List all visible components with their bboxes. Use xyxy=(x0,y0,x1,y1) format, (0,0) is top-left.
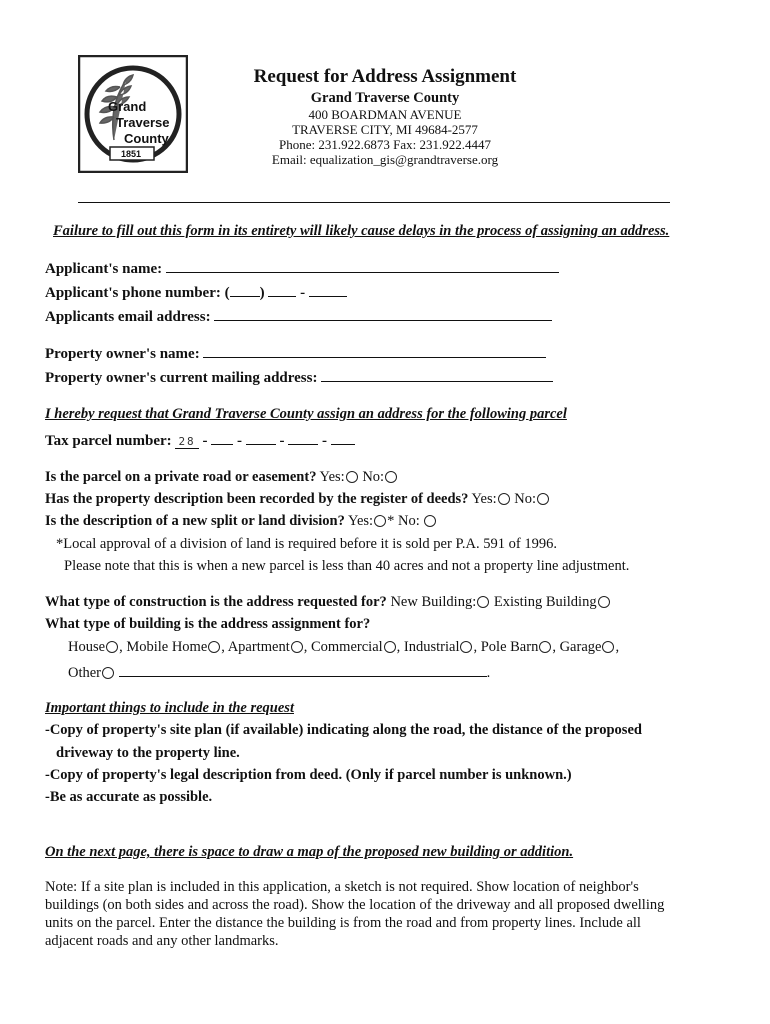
yes-label: Yes: xyxy=(347,513,374,529)
yes-label: Yes: xyxy=(319,469,345,485)
dash-3: - xyxy=(279,433,285,449)
yes-label: Yes: xyxy=(471,491,497,507)
industrial-radio[interactable] xyxy=(460,641,472,653)
paren-close: ) xyxy=(259,285,265,301)
tax-parcel-prefix[interactable]: 28 xyxy=(175,435,198,449)
owner-name-field[interactable] xyxy=(203,344,546,358)
dash-2: - xyxy=(236,433,242,449)
note-forty-acres: Please note that this is when a new parcel is less than 40 acres and not a property line adjustment. xyxy=(64,558,630,574)
owner-mailing-row xyxy=(45,368,553,387)
note-line-4: adjacent roads and any other landmarks. xyxy=(45,933,279,949)
request-statement: I hereby request that Grand Traverse County assign an address for the following parcel xyxy=(45,406,567,422)
note-line-2: buildings (on both sides and across the road). Show the location of the driveway and all proposed dwelling xyxy=(45,897,665,913)
important-item-2: -Copy of property's legal description from deed. (Only if parcel number is unknown.) xyxy=(45,767,572,783)
new-building-label: New Building: xyxy=(390,594,477,610)
question-split xyxy=(45,513,437,530)
question-recorded xyxy=(45,491,550,508)
other-label: Other xyxy=(68,665,102,681)
garage-radio[interactable] xyxy=(602,641,614,653)
dash-1: - xyxy=(202,433,208,449)
building-type-label: What type of building is the address assignment for? xyxy=(45,616,371,632)
note-local-approval: *Local approval of a division of land is required before it is sold per P.A. 591 of 1996. xyxy=(56,536,557,552)
other-row xyxy=(68,663,490,682)
industrial-label: , Industrial xyxy=(396,639,460,655)
owner-mailing-label: Property owner's current mailing address: xyxy=(45,370,318,386)
address-line-2: TRAVERSE CITY, MI 49684-2577 xyxy=(292,122,478,137)
next-page-note: On the next page, there is space to draw a map of the proposed new building or addition. xyxy=(45,844,574,860)
question-private-road-label: Is the parcel on a private road or easement? xyxy=(45,469,317,485)
construction-row xyxy=(45,594,611,611)
applicant-email-field[interactable] xyxy=(214,307,552,321)
existing-building-label: Existing Building xyxy=(493,594,597,610)
apartment-label: , Apartment xyxy=(221,639,290,655)
tax-parcel-label: Tax parcel number: xyxy=(45,433,172,449)
house-radio[interactable] xyxy=(106,641,118,653)
warning-text: Failure to fill out this form in its entirety will likely cause delays in the process of assigning an address. xyxy=(53,223,670,239)
applicant-email-label: Applicants email address: xyxy=(45,309,211,325)
note-line-3: units on the parcel. Enter the distance the building is from the road and from property lines. Include all xyxy=(45,915,641,931)
owner-name-row xyxy=(45,344,546,363)
tax-parcel-field-3[interactable] xyxy=(246,431,276,445)
no-label: No: xyxy=(362,469,385,485)
tax-parcel-field-5[interactable] xyxy=(331,431,355,445)
phone-line-field[interactable] xyxy=(309,283,347,297)
logo-text-traverse: Traverse xyxy=(116,115,170,130)
phone-dash: - xyxy=(300,285,306,301)
split-yes-radio[interactable] xyxy=(374,515,386,527)
private-road-yes-radio[interactable] xyxy=(346,471,358,483)
split-no-radio[interactable] xyxy=(424,515,436,527)
address-line-1: 400 BOARDMAN AVENUE xyxy=(308,107,462,122)
logo-text-county: County xyxy=(124,131,169,146)
area-code-field[interactable] xyxy=(230,283,260,297)
phone-fax: Phone: 231.922.6873 Fax: 231.922.4447 xyxy=(279,137,491,152)
note-line-1: Note: If a site plan is included in this application, a sketch is not required. Show location of neighbor's xyxy=(45,879,639,895)
applicant-name-label: Applicant's name: xyxy=(45,261,163,277)
dash-4: - xyxy=(321,433,327,449)
recorded-no-radio[interactable] xyxy=(537,493,549,505)
pole-barn-label: , Pole Barn xyxy=(473,639,539,655)
existing-building-radio[interactable] xyxy=(598,596,610,608)
question-split-label: Is the description of a new split or land division? xyxy=(45,513,345,529)
applicant-email-row xyxy=(45,307,552,326)
star-no-label: * No: xyxy=(387,513,420,529)
mobile-home-label: , Mobile Home xyxy=(119,639,208,655)
new-building-radio[interactable] xyxy=(477,596,489,608)
logo-text-grand: Grand xyxy=(108,99,147,114)
garage-label: , Garage xyxy=(552,639,602,655)
important-item-3: -Be as accurate as possible. xyxy=(45,789,213,805)
recorded-yes-radio[interactable] xyxy=(498,493,510,505)
applicant-phone-row xyxy=(45,283,347,302)
applicant-name-row xyxy=(45,259,559,278)
owner-mailing-field[interactable] xyxy=(321,368,553,382)
comma: , xyxy=(615,639,620,655)
pole-barn-radio[interactable] xyxy=(539,641,551,653)
other-radio[interactable] xyxy=(102,667,114,679)
question-private-road xyxy=(45,469,398,486)
apartment-radio[interactable] xyxy=(291,641,303,653)
paren-open: ( xyxy=(224,285,230,301)
building-type-row xyxy=(68,639,619,656)
other-field[interactable] xyxy=(119,663,487,677)
tax-parcel-row xyxy=(45,431,355,450)
owner-name-label: Property owner's name: xyxy=(45,346,200,362)
header-divider xyxy=(78,202,670,203)
private-road-no-radio[interactable] xyxy=(385,471,397,483)
applicant-name-field[interactable] xyxy=(166,259,559,273)
tax-parcel-field-4[interactable] xyxy=(288,431,318,445)
logo-year: 1851 xyxy=(121,149,142,159)
tax-parcel-field-2[interactable] xyxy=(211,431,233,445)
page-title: Request for Address Assignment xyxy=(253,66,517,87)
email-line: Email: equalization_gis@grandtraverse.org xyxy=(271,152,499,167)
important-item-1b: driveway to the property line. xyxy=(56,745,240,761)
house-label: House xyxy=(68,639,106,655)
construction-label: What type of construction is the address requested for? xyxy=(45,594,387,610)
question-recorded-label: Has the property description been recorded by the register of deeds? xyxy=(45,491,469,507)
commercial-label: , Commercial xyxy=(303,639,383,655)
county-logo xyxy=(78,55,188,173)
important-item-1a: -Copy of property's site plan (if available) indicating along the road, the distance of the proposed xyxy=(45,722,642,738)
important-heading: Important things to include in the request xyxy=(45,700,294,716)
commercial-radio[interactable] xyxy=(384,641,396,653)
phone-prefix-field[interactable] xyxy=(268,283,296,297)
applicant-phone-label: Applicant's phone number: xyxy=(45,285,221,301)
period: . xyxy=(486,665,491,681)
no-label: No: xyxy=(514,491,537,507)
county-name: Grand Traverse County xyxy=(310,90,460,106)
mobile-home-radio[interactable] xyxy=(208,641,220,653)
